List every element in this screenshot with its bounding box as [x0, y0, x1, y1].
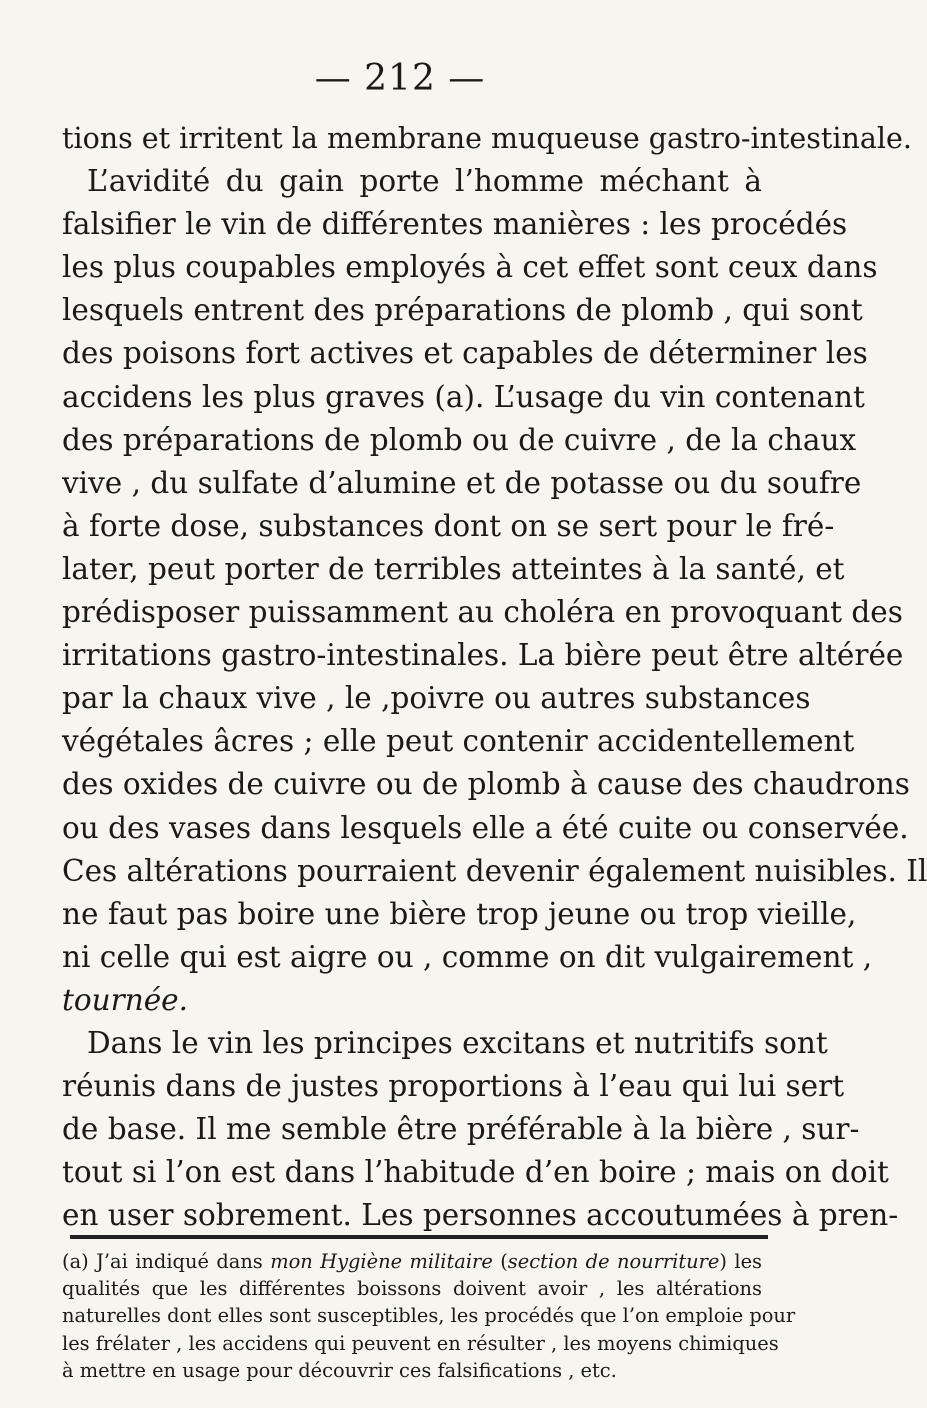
text-line: ou des vases dans lesquels elle a été cuite ou conservée.	[62, 810, 909, 845]
text-line: des préparations de plomb ou de cuivre , de la chaux	[62, 422, 857, 457]
text-line: lesquels entrent des préparations de plomb , qui sont	[62, 293, 863, 328]
footnote-italic-section: section de nourriture	[507, 1250, 720, 1273]
footnote-italic-title: mon Hygiène militaire	[270, 1250, 493, 1273]
text-line: falsifier le vin de différentes manières : les procédés	[62, 207, 848, 242]
text-line: des oxides de cuivre ou de plomb à cause des chaudrons	[62, 767, 910, 802]
text-line: des poisons fort actives et capables de déterminer les	[62, 336, 868, 371]
text-line: Ces altérations pourraient devenir également nuisibles. Il	[62, 853, 927, 888]
text-line: par la chaux vive , le ,poivre ou autres substances	[62, 681, 811, 716]
text-line: vive , du sulfate d’alumine et de potasse ou du soufre	[62, 465, 862, 500]
footnote-line	[62, 1248, 762, 1275]
footnote-line: naturelles dont elles sont susceptibles, les procédés que l’on emploie pour	[62, 1304, 796, 1328]
text-line: ni celle qui est aigre ou , comme on dit vulgairement ,	[62, 939, 873, 974]
text-line: de base. Il me semble être préférable à la bière , sur-	[62, 1112, 860, 1147]
text-line: accidens les plus graves (a). L’usage du vin contenant	[62, 379, 865, 414]
text-line: réunis dans de justes proportions à l’eau qui lui sert	[62, 1069, 845, 1104]
footnote-rule	[70, 1235, 768, 1239]
footnote	[62, 1248, 796, 1384]
italic-word: tournée.	[62, 982, 189, 1017]
footnote-text: (a) J’ai indiqué dans	[62, 1250, 271, 1273]
text-line: L’avidité du gain porte l’homme méchant à	[87, 164, 762, 199]
footnote-line: qualités que les différentes boissons doivent avoir , les altérations	[62, 1277, 762, 1301]
footnote-line: les frélater , les accidens qui peuvent en résulter , les moyens chimiques	[62, 1331, 779, 1355]
text-line: les plus coupables employés à cet effet sont ceux dans	[62, 250, 878, 285]
text-line: Dans le vin les principes excitans et nutritifs sont	[87, 1025, 828, 1060]
text-line: tout si l’on est dans l’habitude d’en boire ; mais on doit	[62, 1155, 889, 1190]
text-line: en user sobrement. Les personnes accoutumées à pren-	[62, 1198, 899, 1233]
footnote-line: à mettre en usage pour découvrir ces falsifications , etc.	[62, 1358, 617, 1382]
footnote-text: ) les	[719, 1250, 763, 1273]
body-text	[62, 117, 927, 1237]
text-line: later, peut porter de terribles atteintes à la santé, et	[62, 551, 845, 586]
page-number: — 212 —	[314, 58, 486, 99]
text-line: végétales âcres ; elle peut contenir accidentellement	[62, 724, 855, 759]
text-line: ne faut pas boire une bière trop jeune ou trop vieille,	[62, 896, 857, 931]
footnote-text: (	[492, 1250, 508, 1273]
text-line-italic	[62, 979, 762, 1022]
text-line: tions et irritent la membrane muqueuse gastro-intestinale.	[62, 122, 912, 155]
text-line: irritations gastro-intestinales. La bière peut être altérée	[62, 638, 904, 673]
text-line: prédisposer puissamment au choléra en provoquant des	[62, 595, 903, 630]
text-line: à forte dose, substances dont on se sert pour le fré-	[62, 508, 835, 543]
